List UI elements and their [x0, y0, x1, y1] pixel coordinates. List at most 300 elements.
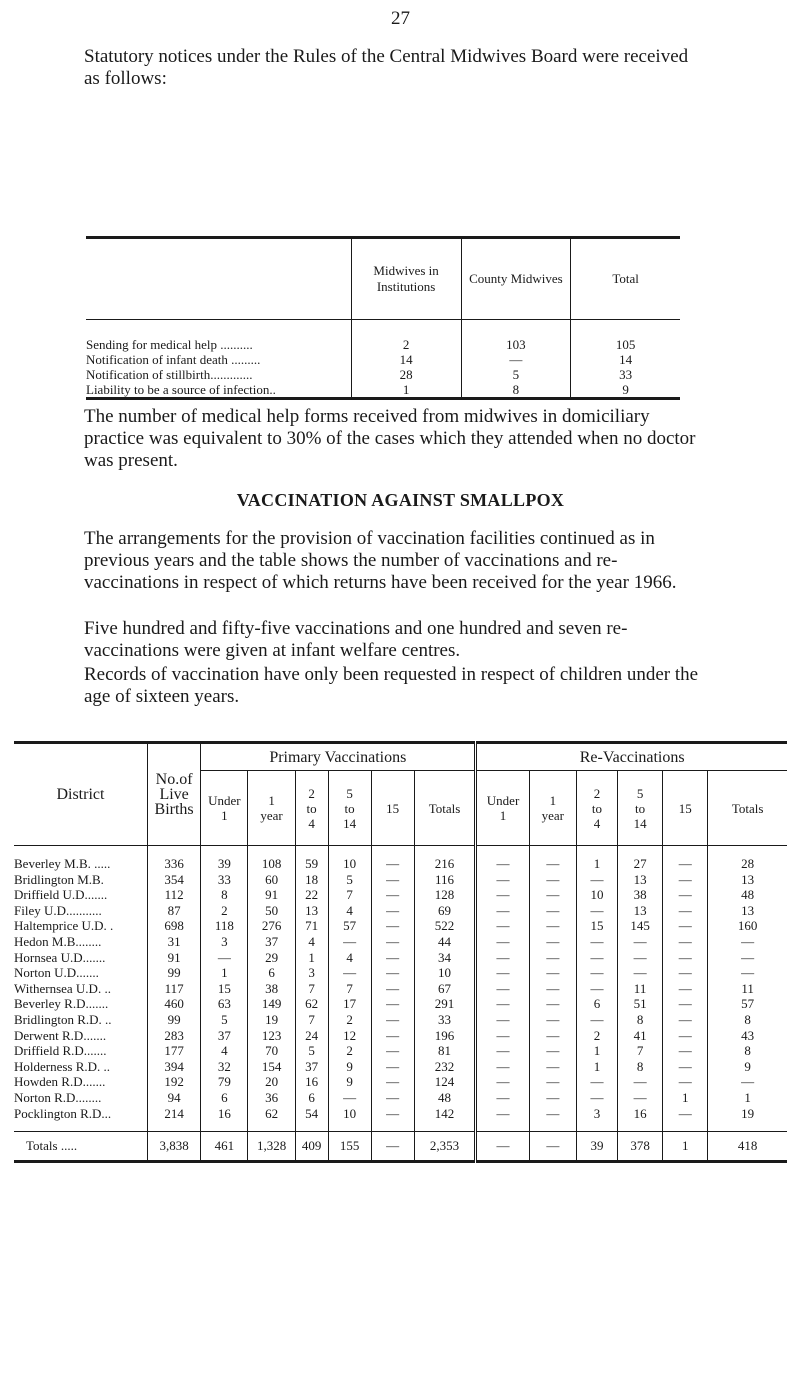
revacc-cell: — [529, 872, 576, 888]
revacc-cell: 8 [617, 1059, 662, 1075]
mw-cell-county: 8 [461, 382, 571, 399]
revacc-cell: 13 [708, 903, 787, 919]
live-births-cell: 192 [147, 1074, 200, 1090]
mw-cell-county: — [461, 352, 571, 367]
primary-cell: 39 [201, 846, 248, 872]
live-births-cell: 177 [147, 1043, 200, 1059]
primary-cell: 232 [414, 1059, 476, 1075]
district-name: Holderness R.D. .. [14, 1058, 111, 1074]
live-births-cell: 214 [147, 1106, 200, 1132]
revacc-cell: — [476, 903, 529, 919]
district-name: Howden R.D....... [14, 1074, 106, 1090]
totals-revacc-cell: — [529, 1132, 576, 1162]
primary-cell: 5 [201, 1012, 248, 1028]
revacc-cell: 16 [617, 1106, 662, 1132]
mw-row [86, 352, 680, 367]
midwives-notices-table [86, 236, 680, 400]
live-births-cell: 94 [147, 1090, 200, 1106]
district-name: Pocklington R.D... [14, 1105, 112, 1121]
revacc-cell: 48 [708, 887, 787, 903]
district-name: Hedon M.B........ [14, 933, 102, 949]
live-births-cell: 117 [147, 981, 200, 997]
live-births-cell: 99 [147, 1012, 200, 1028]
totals-births: 3,838 [147, 1132, 200, 1162]
revacc-cell: — [708, 950, 787, 966]
totals-revacc-cell: 418 [708, 1132, 787, 1162]
primary-cell: — [371, 1059, 414, 1075]
revacc-cell: — [617, 1074, 662, 1090]
primary-cell: 13 [295, 903, 328, 919]
mw-row [86, 382, 680, 399]
district-row [14, 1043, 787, 1059]
mw-cell-total: 33 [571, 367, 680, 382]
revacc-cell: — [576, 872, 617, 888]
primary-cell: 2 [328, 1012, 371, 1028]
primary-cell: — [201, 950, 248, 966]
district-row [14, 1059, 787, 1075]
revacc-cell: — [476, 887, 529, 903]
mw-row-label: Notification of stillbirth............. [86, 367, 253, 382]
revacc-cell: 38 [617, 887, 662, 903]
revacc-cell: — [476, 981, 529, 997]
primary-cell: 79 [201, 1074, 248, 1090]
revacc-cell: 160 [708, 918, 787, 934]
revacc-cell: — [529, 1028, 576, 1044]
primary-cell: 7 [328, 981, 371, 997]
primary-cell: 2 [328, 1043, 371, 1059]
revacc-cell: — [576, 950, 617, 966]
district-row [14, 846, 787, 872]
revacc-cell: — [576, 1012, 617, 1028]
primary-cell: 149 [248, 996, 295, 1012]
primary-cell: 33 [201, 872, 248, 888]
revacc-cell: — [576, 1074, 617, 1090]
revacc-age-header: Totals [708, 771, 787, 846]
revacc-cell: 27 [617, 846, 662, 872]
revacc-cell: 13 [617, 903, 662, 919]
revacc-cell: — [476, 1043, 529, 1059]
district-row [14, 903, 787, 919]
revacc-cell: — [617, 934, 662, 950]
live-births-cell: 283 [147, 1028, 200, 1044]
primary-cell: — [371, 934, 414, 950]
revacc-cell: — [663, 981, 708, 997]
district-row [14, 996, 787, 1012]
revacc-cell: — [529, 1106, 576, 1132]
primary-cell: 291 [414, 996, 476, 1012]
primary-cell: — [371, 872, 414, 888]
revacc-cell: — [576, 1090, 617, 1106]
revacc-cell: — [476, 846, 529, 872]
revacc-cell: — [529, 965, 576, 981]
primary-cell: 50 [248, 903, 295, 919]
revacc-cell: — [663, 903, 708, 919]
revacc-cell: — [529, 1090, 576, 1106]
revacc-cell: — [529, 1012, 576, 1028]
live-births-cell: 91 [147, 950, 200, 966]
primary-cell: 7 [295, 1012, 328, 1028]
primary-cell: 128 [414, 887, 476, 903]
district-name: Driffield R.D....... [14, 1043, 107, 1059]
mw-cell-county: 5 [461, 367, 571, 382]
revacc-cell: 51 [617, 996, 662, 1012]
primary-cell: 5 [328, 872, 371, 888]
live-births-cell: 112 [147, 887, 200, 903]
mw-cell-total: 105 [571, 320, 680, 353]
revacc-cell: 10 [576, 887, 617, 903]
revacc-cell: 9 [708, 1059, 787, 1075]
primary-cell: 37 [248, 934, 295, 950]
revacc-cell: — [529, 887, 576, 903]
primary-cell: — [371, 1043, 414, 1059]
revacc-cell: 1 [663, 1090, 708, 1106]
revacc-cell: 1 [576, 846, 617, 872]
district-header: District [56, 786, 105, 803]
primary-cell: 37 [201, 1028, 248, 1044]
primary-cell: 522 [414, 918, 476, 934]
revacc-cell: 11 [617, 981, 662, 997]
revacc-cell: — [476, 965, 529, 981]
primary-cell: 62 [295, 996, 328, 1012]
revacc-cell: 7 [617, 1043, 662, 1059]
district-name: Hornsea U.D....... [14, 949, 106, 965]
primary-cell: 15 [201, 981, 248, 997]
primary-cell: 9 [328, 1059, 371, 1075]
primary-cell: 17 [328, 996, 371, 1012]
revacc-age-header: Under 1 [476, 771, 529, 846]
primary-cell: — [371, 1090, 414, 1106]
primary-cell: 5 [295, 1043, 328, 1059]
primary-cell: 22 [295, 887, 328, 903]
revacc-cell: 8 [708, 1043, 787, 1059]
revacc-cell: — [663, 934, 708, 950]
revacc-cell: 13 [617, 872, 662, 888]
district-name: Bridlington R.D. .. [14, 1011, 112, 1027]
totals-primary-cell: 1,328 [248, 1132, 295, 1162]
mw-cell-institutions: 2 [351, 320, 461, 353]
primary-cell: 4 [328, 903, 371, 919]
revacc-cell: — [663, 950, 708, 966]
revacc-cell: — [708, 965, 787, 981]
intro-paragraph: Statutory notices under the Rules of the Central Midwives Board were received as follows: [84, 46, 689, 89]
district-name: Filey U.D........... [14, 902, 102, 918]
primary-age-header: Under 1 [201, 771, 248, 846]
primary-cell: — [328, 934, 371, 950]
forms-paragraph: The number of medical help forms received from midwives in domiciliary practice was equivalent to 30% of the cases which they attended when no doctor was present. [84, 406, 696, 471]
primary-cell: 3 [201, 934, 248, 950]
mw-header-total: Total [571, 238, 680, 320]
revacc-cell: — [529, 950, 576, 966]
primary-cell: 3 [295, 965, 328, 981]
revacc-cell: 1 [576, 1059, 617, 1075]
primary-cell: 60 [248, 872, 295, 888]
revacc-cell: — [476, 872, 529, 888]
primary-cell: 91 [248, 887, 295, 903]
primary-cell: 20 [248, 1074, 295, 1090]
district-name: Norton R.D........ [14, 1089, 102, 1105]
revacc-cell: 41 [617, 1028, 662, 1044]
mw-cell-institutions: 1 [351, 382, 461, 399]
primary-cell: 196 [414, 1028, 476, 1044]
primary-cell: 33 [414, 1012, 476, 1028]
revacc-cell: — [476, 1090, 529, 1106]
primary-cell: — [371, 996, 414, 1012]
primary-cell: 118 [201, 918, 248, 934]
primary-cell: 81 [414, 1043, 476, 1059]
revaccinations-header: Re-Vaccinations [476, 743, 787, 771]
arrangements-paragraph: The arrangements for the provision of vaccination facilities continued as in previous years and the table shows the number of vaccinations and re-vaccinations in respect of which returns have been received for the year 1966. [84, 528, 677, 593]
primary-cell: — [371, 1028, 414, 1044]
primary-age-header: 15 [371, 771, 414, 846]
revacc-cell: 11 [708, 981, 787, 997]
revacc-cell: — [529, 918, 576, 934]
totals-primary-cell: 2,353 [414, 1132, 476, 1162]
revacc-cell: 8 [617, 1012, 662, 1028]
primary-cell: 24 [295, 1028, 328, 1044]
primary-cell: 108 [248, 846, 295, 872]
revacc-age-header: 1 year [529, 771, 576, 846]
revacc-cell: 2 [576, 1028, 617, 1044]
primary-cell: 62 [248, 1106, 295, 1132]
primary-cell: 32 [201, 1059, 248, 1075]
primary-cell: 2 [201, 903, 248, 919]
primary-cell: 123 [248, 1028, 295, 1044]
primary-cell: — [371, 846, 414, 872]
primary-cell: 37 [295, 1059, 328, 1075]
live-births-cell: 99 [147, 965, 200, 981]
primary-cell: 18 [295, 872, 328, 888]
primary-cell: 6 [248, 965, 295, 981]
revacc-cell: 1 [576, 1043, 617, 1059]
primary-cell: 216 [414, 846, 476, 872]
vaccination-table [14, 741, 787, 1163]
district-row [14, 1106, 787, 1132]
primary-cell: 154 [248, 1059, 295, 1075]
primary-age-header: Totals [414, 771, 476, 846]
mw-row-label: Notification of infant death ......... [86, 352, 261, 367]
primary-cell: 63 [201, 996, 248, 1012]
mw-header-county: County Midwives [461, 238, 571, 320]
totals-row [14, 1132, 787, 1162]
mw-cell-institutions: 14 [351, 352, 461, 367]
primary-vaccinations-header: Primary Vaccinations [201, 743, 476, 771]
revacc-cell: 28 [708, 846, 787, 872]
primary-cell: 1 [295, 950, 328, 966]
primary-cell: — [328, 965, 371, 981]
primary-cell: 6 [295, 1090, 328, 1106]
revacc-cell: — [576, 903, 617, 919]
primary-cell: 10 [328, 1106, 371, 1132]
primary-cell: 1 [201, 965, 248, 981]
primary-cell: — [371, 950, 414, 966]
primary-cell: 19 [248, 1012, 295, 1028]
primary-cell: 16 [201, 1106, 248, 1132]
primary-cell: 116 [414, 872, 476, 888]
district-row [14, 872, 787, 888]
primary-cell: 10 [328, 846, 371, 872]
revacc-cell: — [529, 981, 576, 997]
revacc-cell: — [663, 1012, 708, 1028]
revacc-cell: — [663, 1106, 708, 1132]
district-row [14, 965, 787, 981]
revacc-cell: — [476, 934, 529, 950]
revacc-cell: — [529, 1074, 576, 1090]
district-row [14, 887, 787, 903]
primary-cell: 276 [248, 918, 295, 934]
mw-cell-total: 9 [571, 382, 680, 399]
totals-revacc-cell: — [476, 1132, 529, 1162]
primary-cell: 44 [414, 934, 476, 950]
totals-primary-cell: — [371, 1132, 414, 1162]
primary-cell: 7 [328, 887, 371, 903]
revacc-cell: — [663, 872, 708, 888]
district-row [14, 1012, 787, 1028]
totals-primary-cell: 461 [201, 1132, 248, 1162]
totals-primary-cell: 155 [328, 1132, 371, 1162]
revacc-cell: — [617, 1090, 662, 1106]
revacc-cell: — [708, 1074, 787, 1090]
revacc-cell: 15 [576, 918, 617, 934]
district-row [14, 1074, 787, 1090]
primary-cell: 59 [295, 846, 328, 872]
revacc-age-header: 15 [663, 771, 708, 846]
revacc-cell: — [663, 1043, 708, 1059]
primary-cell: 6 [201, 1090, 248, 1106]
revacc-cell: — [617, 950, 662, 966]
primary-cell: 124 [414, 1074, 476, 1090]
revacc-cell: 43 [708, 1028, 787, 1044]
mw-row [86, 367, 680, 382]
primary-cell: 12 [328, 1028, 371, 1044]
revacc-cell: — [576, 965, 617, 981]
revacc-cell: — [576, 981, 617, 997]
revacc-cell: — [576, 934, 617, 950]
mw-cell-institutions: 28 [351, 367, 461, 382]
primary-cell: 36 [248, 1090, 295, 1106]
revacc-cell: 19 [708, 1106, 787, 1132]
live-births-cell: 336 [147, 846, 200, 872]
totals-primary-cell: 409 [295, 1132, 328, 1162]
revacc-cell: — [476, 1028, 529, 1044]
mw-cell-total: 14 [571, 352, 680, 367]
primary-age-header: 1 year [248, 771, 295, 846]
revacc-cell: — [529, 934, 576, 950]
primary-cell: — [371, 965, 414, 981]
district-row [14, 981, 787, 997]
records-paragraph: Records of vaccination have only been requested in respect of children under the age of sixteen years. [84, 664, 699, 707]
mw-cell-county: 103 [461, 320, 571, 353]
primary-cell: 34 [414, 950, 476, 966]
revacc-cell: — [529, 1059, 576, 1075]
primary-cell: — [371, 981, 414, 997]
district-name: Haltemprice U.D. . [14, 918, 114, 934]
revacc-cell: 13 [708, 872, 787, 888]
revacc-cell: — [476, 1012, 529, 1028]
primary-age-header: 2 to 4 [295, 771, 328, 846]
primary-cell: 16 [295, 1074, 328, 1090]
primary-cell: 10 [414, 965, 476, 981]
mw-row-label: Liability to be a source of infection.. [86, 382, 276, 397]
section-heading-vaccination: VACCINATION AGAINST SMALLPOX [236, 490, 565, 510]
revacc-cell: — [663, 918, 708, 934]
revacc-cell: 3 [576, 1106, 617, 1132]
primary-cell: 67 [414, 981, 476, 997]
primary-cell: 71 [295, 918, 328, 934]
revacc-cell: — [663, 1028, 708, 1044]
revacc-cell: 1 [708, 1090, 787, 1106]
revacc-cell: — [663, 1059, 708, 1075]
district-row [14, 1090, 787, 1106]
district-name: Beverley M.B. ..... [14, 856, 111, 871]
revacc-cell: — [529, 903, 576, 919]
live-births-cell: 698 [147, 918, 200, 934]
primary-cell: 29 [248, 950, 295, 966]
live-births-cell: 87 [147, 903, 200, 919]
revacc-cell: — [529, 846, 576, 872]
revacc-cell: — [476, 1059, 529, 1075]
district-name: Bridlington M.B. [14, 871, 104, 887]
live-births-cell: 31 [147, 934, 200, 950]
mw-row [86, 320, 680, 353]
primary-cell: 7 [295, 981, 328, 997]
revacc-cell: — [663, 996, 708, 1012]
revacc-cell: 57 [708, 996, 787, 1012]
primary-cell: 70 [248, 1043, 295, 1059]
revacc-cell: — [663, 846, 708, 872]
district-name: Withernsea U.D. .. [14, 980, 111, 996]
district-name: Norton U.D....... [14, 965, 99, 981]
primary-age-header: 5 to 14 [328, 771, 371, 846]
live-births-cell: 394 [147, 1059, 200, 1075]
district-name: Beverley R.D....... [14, 996, 109, 1012]
district-name: Derwent R.D....... [14, 1027, 107, 1043]
primary-cell: — [328, 1090, 371, 1106]
revacc-cell: — [663, 965, 708, 981]
totals-revacc-cell: 39 [576, 1132, 617, 1162]
primary-cell: — [371, 903, 414, 919]
revacc-cell: — [617, 965, 662, 981]
primary-cell: — [371, 918, 414, 934]
revacc-cell: — [476, 918, 529, 934]
live-births-cell: 354 [147, 872, 200, 888]
district-row [14, 934, 787, 950]
revacc-cell: — [476, 950, 529, 966]
revacc-cell: 6 [576, 996, 617, 1012]
primary-cell: 69 [414, 903, 476, 919]
revacc-cell: — [708, 934, 787, 950]
revacc-cell: — [476, 1106, 529, 1132]
primary-cell: — [371, 1012, 414, 1028]
district-row [14, 918, 787, 934]
revacc-cell: 8 [708, 1012, 787, 1028]
live-births-header: No.of Live Births [147, 743, 200, 846]
live-births-cell: 460 [147, 996, 200, 1012]
primary-cell: 9 [328, 1074, 371, 1090]
mw-header-institutions: Midwives in Institutions [351, 238, 461, 320]
totals-revacc-cell: 1 [663, 1132, 708, 1162]
revacc-cell: 145 [617, 918, 662, 934]
page-number: 27 [391, 8, 410, 29]
primary-cell: 4 [201, 1043, 248, 1059]
mw-row-label: Sending for medical help .......... [86, 337, 253, 352]
district-row [14, 1028, 787, 1044]
district-row [14, 950, 787, 966]
primary-cell: 4 [295, 934, 328, 950]
district-name: Driffield U.D....... [14, 887, 108, 903]
primary-cell: 4 [328, 950, 371, 966]
totals-label: Totals ..... [14, 1132, 147, 1162]
primary-cell: 142 [414, 1106, 476, 1132]
